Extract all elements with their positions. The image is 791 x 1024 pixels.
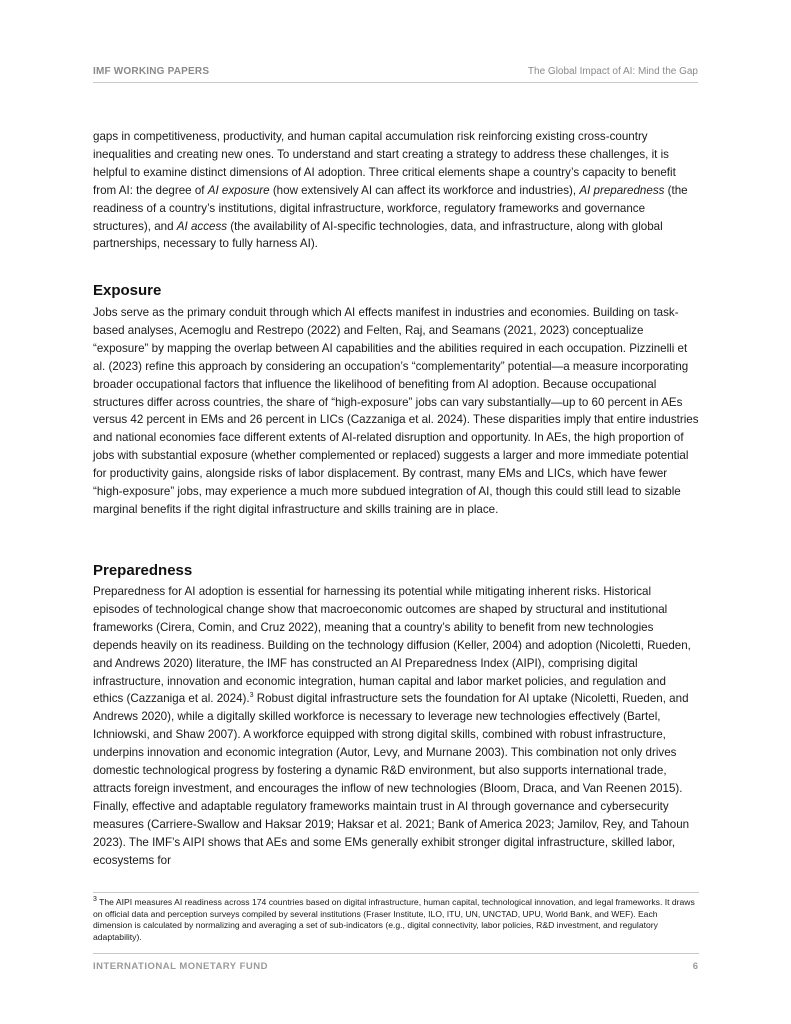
exposure-paragraph: Jobs serve as the primary conduit through which AI effects manifest in industries and economies. Building on task-based analyses, Acemoglu and Restrepo (2022) and Felten, Raj, and Seamans (2021, 2023) conceptualize “exposure” by mapping the overlap between AI capabilities and the abilities required in each occupation. Pizzinelli et al. (2023) refine this approach by considering an occupation’s “complementarity” potential—a measure incorporating broader occupational factors that influence the likelihood of benefiting from AI adoption. Because occupational structures differ across countries, the share of “high-exposure” jobs can vary substantially—up to 60 percent in AEs versus 42 percent in EMs and 26 percent in LICs (Cazzaniga et al. 2024). These disparities imply that entire industries and national economies face different extents of AI-related disruption and opportunity. In AEs, the high proportion of jobs with substantial exposure (whether complemented or replaced) suggests a larger and more immediate potential for productivity gains, alongside risks of labor displacement. By contrast, many EMs and LICs, which have fewer “high-exposure” jobs, may experience a much more subdued integration of AI, though this could still lead to sizable marginal benefits if the right digital infrastructure and skills training are in place. [93, 306, 699, 516]
term-ai-access: AI access [176, 219, 228, 233]
section-heading-exposure: Exposure [93, 282, 162, 299]
section-heading-preparedness: Preparedness [93, 562, 193, 579]
footnote-divider [93, 892, 699, 893]
footer-publisher: INTERNATIONAL MONETARY FUND [93, 961, 268, 972]
term-ai-exposure: AI exposure [207, 183, 270, 197]
footnote: $^3$ The AIPI measures AI readiness across 174 countries based on digital infrastructure, human capital, technological innovation, and legal frameworks. It draws on official data and perception surveys compiled by several institutions (Fraser Institute, ILO, ITU, UN, UNCTAD, UPU, World Bank, and WEF). Each dimension is calculated by normalizing and averaging a set of sub-indicators (e.g., digital connectivity, labor policies, R&D investment, and regulatory adaptability). [93, 896, 695, 942]
intro-paragraph: gaps in competitiveness, productivity, and human capital accumulation risk reinforcing existing cross-country inequalities and creating new ones. To understand and start creating a strategy to address these challenges, it is helpful to examine distinct dimensions of AI adoption. Three critical elements shape a country’s capacity to benefit from AI: the degree of AI exposure (how extensively AI can affect its workforce and industries), AI preparedness (the readiness of a country’s institutions, digital infrastructure, workforce, regulatory frameworks and governance structures), and AI access (the availability of AI-specific technologies, data, and infrastructure, along with global partnerships, necessary to fully harness AI). [93, 130, 688, 251]
running-header-title: The Global Impact of AI: Mind the Gap [527, 66, 698, 77]
preparedness-paragraph: Preparedness for AI adoption is essential for harnessing its potential while mitigating inherent risks. Historical episodes of technological change show that macroeconomic outcomes are shaped by structural and institutional frameworks (Cirera, Comin, and Cruz 2022), meaning that a country’s ability to benefit from new technologies depends heavily on its readiness. Building on the technology diffusion (Keller, 2004) and adoption (Nicoletti, Rueden, and Andrews 2020) literature, the IMF has constructed an AI Preparedness Index (AIPI), comprising digital infrastructure, innovation and economic integration, human capital and labor market policies, and regulation and ethics (Cazzaniga et al. 2024).$^3$ Robust digital infrastructure sets the foundation for AI uptake (Nicoletti, Rueden, and Andrews 2020), while a digitally skilled workforce is necessary to leverage new technologies effectively (Bartel, Ichniowski, and Shaw 2007). A workforce equipped with strong digital skills, combined with robust infrastructure, underpins innovation and economic integration (Autor, Levy, and Murnane 2003). This combination not only drives domestic technological progress by fostering a dynamic R&D environment, but also supports international trade, attracts foreign investment, and encourages the inflow of new technologies (Bloom, Draca, and Van Reenen 2015). Finally, effective and adaptable regulatory frameworks maintain trust in AI through governance and cybersecurity measures (Carriere-Swallow and Haksar 2019; Haksar et al. 2021; Bank of America 2023; Jamilov, Rey, and Tahoun 2023). The IMF’s AIPI shows that AEs and some EMs generally exhibit stronger digital infrastructure, skilled labor, ecosystems for [93, 585, 691, 867]
footnote-reference[interactable]: 3 [249, 692, 254, 700]
page-number: 6 [692, 961, 698, 972]
header-divider [93, 82, 698, 83]
footer-divider [93, 953, 699, 954]
term-ai-preparedness: AI preparedness [579, 183, 665, 197]
footnote-number: 3 [93, 896, 97, 904]
running-header-series: IMF WORKING PAPERS [93, 66, 210, 77]
